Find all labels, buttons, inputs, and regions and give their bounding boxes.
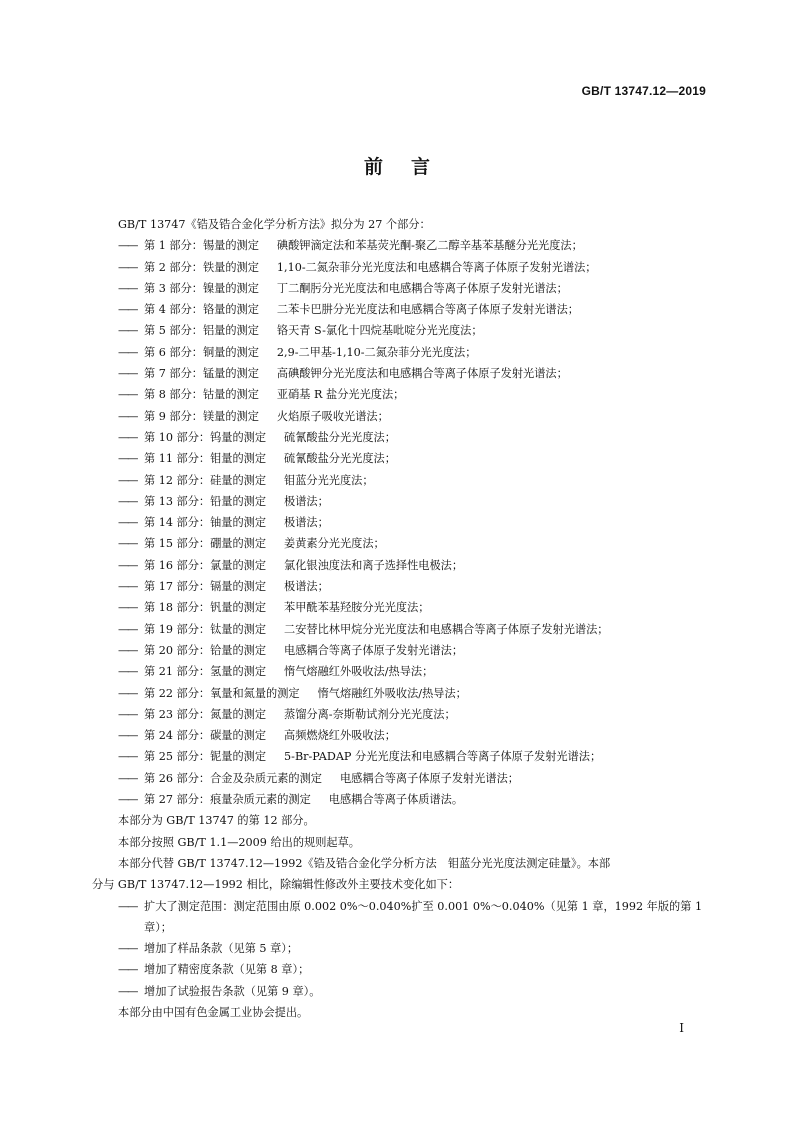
list-dash: ——	[118, 409, 137, 423]
list-dash: ——	[118, 580, 137, 594]
part-method: 电感耦合等离子体质谱法。	[328, 793, 464, 807]
list-dash: ——	[118, 899, 137, 913]
list-dash: ——	[118, 281, 137, 295]
part-title: 第 7 部分：锰量的测定	[144, 367, 259, 381]
part-method: 2,9-二甲基-1,10-二氮杂菲分光光度法；	[276, 345, 477, 359]
part-title: 第 25 部分：铌量的测定	[144, 750, 267, 764]
list-dash: ——	[118, 303, 137, 317]
list-dash: ——	[118, 942, 137, 956]
part-title: 第 18 部分：钒量的测定	[144, 601, 267, 615]
part-method: 二安替比林甲烷分光光度法和电感耦合等离子体原子发射光谱法；	[284, 622, 609, 636]
part-list-item	[118, 597, 712, 618]
part-title: 第 15 部分：硼量的测定	[144, 537, 267, 551]
intro-paragraph: GB/T 13747《锆及锆合金化学分析方法》拟分为 27 个部分：	[118, 218, 431, 231]
part-method: 电感耦合等离子体原子发射光谱法；	[284, 643, 464, 657]
part-method: 蒸馏分离-奈斯勒试剂分光光度法；	[284, 707, 456, 721]
part-of-paragraph: 本部分为 GB/T 13747 的第 12 部分。	[118, 814, 315, 828]
part-title: 第 10 部分：钨量的测定	[144, 430, 267, 444]
part-list-item	[118, 491, 712, 512]
list-dash: ——	[118, 771, 137, 785]
change-list-item	[118, 981, 712, 1002]
part-method: 高频燃烧红外吸收法；	[284, 729, 396, 743]
part-method: 极谱法；	[284, 516, 329, 530]
part-list-item	[118, 789, 712, 810]
part-title: 第 1 部分：锡量的测定	[144, 239, 259, 253]
list-dash: ——	[118, 686, 137, 700]
part-title: 第 16 部分：氯量的测定	[144, 558, 267, 572]
change-text: 增加了样品条款（见第 5 章）；	[144, 942, 299, 956]
drafting-rules-paragraph: 本部分按照 GB/T 1.1—2009 给出的规则起草。	[118, 835, 360, 849]
part-title: 第 13 部分：铅量的测定	[144, 494, 267, 508]
part-list-item	[118, 576, 712, 597]
part-method: 5-Br-PADAP 分光光度法和电感耦合等离子体原子发射光谱法；	[284, 750, 602, 764]
list-dash: ——	[118, 707, 137, 721]
list-dash: ——	[118, 984, 137, 998]
part-title: 第 26 部分：合金及杂质元素的测定	[144, 771, 322, 785]
part-list-item	[118, 448, 712, 469]
part-list-item	[118, 768, 712, 789]
list-dash: ——	[118, 601, 137, 615]
part-method: 1,10-二氮杂菲分光光度法和电感耦合等离子体原子发射光谱法；	[276, 260, 597, 274]
list-dash: ——	[118, 452, 137, 466]
part-method: 碘酸钾滴定法和苯基荧光酮-聚乙二醇辛基苯基醚分光光度法；	[276, 239, 583, 253]
list-dash: ——	[118, 750, 137, 764]
part-title: 第 19 部分：钛量的测定	[144, 622, 267, 636]
replaces-paragraph-line2: 分与 GB/T 13747.12—1992 相比，除编辑性修改外主要技术变化如下：	[92, 878, 460, 892]
page-number: I	[679, 1021, 684, 1035]
list-dash: ——	[118, 430, 137, 444]
proposed-by-paragraph: 本部分由中国有色金属工业协会提出。	[118, 1005, 309, 1019]
part-list-item	[118, 640, 712, 661]
part-list-item	[118, 619, 712, 640]
part-title: 第 12 部分：硅量的测定	[144, 473, 267, 487]
part-title: 第 11 部分：钼量的测定	[144, 452, 267, 466]
list-dash: ——	[118, 643, 137, 657]
part-title: 第 9 部分：镁量的测定	[144, 409, 259, 423]
part-title: 第 27 部分：痕量杂质元素的测定	[144, 793, 311, 807]
list-dash: ——	[118, 729, 137, 743]
change-list-item	[118, 959, 712, 980]
part-title: 第 5 部分：铝量的测定	[144, 324, 259, 338]
change-text: 扩大了测定范围：测定范围由原 0.002 0%～0.040%扩至 0.001 0%～0.040%（见第 1 章，1992 年版的第 1 章）；	[144, 899, 703, 934]
list-dash: ——	[118, 345, 137, 359]
part-title: 第 6 部分：铜量的测定	[144, 345, 259, 359]
part-list-item	[118, 342, 712, 363]
part-method: 丁二酮肟分光光度法和电感耦合等离子体原子发射光谱法；	[276, 281, 568, 295]
part-list-item	[118, 704, 712, 725]
changes-list	[118, 896, 712, 1002]
part-method: 二苯卡巴肼分光光度法和电感耦合等离子体原子发射光谱法；	[276, 303, 579, 317]
part-method: 氯化银浊度法和离子选择性电极法；	[284, 558, 464, 572]
part-title: 第 8 部分：钴量的测定	[144, 388, 259, 402]
part-method: 硫氰酸盐分光光度法；	[284, 452, 396, 466]
list-dash: ——	[118, 516, 137, 530]
list-dash: ——	[118, 324, 137, 338]
part-list-item	[118, 746, 712, 767]
part-method: 惰气熔融红外吸收法/热导法；	[317, 686, 467, 700]
part-method: 极谱法；	[284, 580, 329, 594]
part-title: 第 17 部分：镉量的测定	[144, 580, 267, 594]
part-list-item	[118, 278, 712, 299]
list-dash: ——	[118, 537, 137, 551]
list-dash: ——	[118, 260, 137, 274]
part-list-item	[118, 725, 712, 746]
part-list-item	[118, 683, 712, 704]
part-method: 火焰原子吸收光谱法；	[276, 409, 389, 423]
parts-list	[118, 235, 712, 810]
part-method: 亚硝基 R 盐分光光度法；	[276, 388, 405, 402]
part-list-item	[118, 299, 712, 320]
part-method: 硫氰酸盐分光光度法；	[284, 430, 396, 444]
part-title: 第 22 部分：氧量和氮量的测定	[144, 686, 300, 700]
change-text: 增加了试验报告条款（见第 9 章）。	[144, 984, 321, 998]
part-method: 钼蓝分光光度法；	[284, 473, 374, 487]
part-method: 姜黄素分光光度法；	[284, 537, 385, 551]
standard-code: GB/T 13747.12—2019	[581, 84, 706, 98]
part-title: 第 24 部分：碳量的测定	[144, 729, 267, 743]
part-method: 惰气熔融红外吸收法/热导法；	[284, 665, 434, 679]
list-dash: ——	[118, 665, 137, 679]
part-title: 第 3 部分：镍量的测定	[144, 281, 259, 295]
page-title: 前言	[363, 156, 458, 178]
part-title: 第 21 部分：氢量的测定	[144, 665, 267, 679]
part-list-item	[118, 661, 712, 682]
part-title: 第 14 部分：铀量的测定	[144, 516, 267, 530]
change-text: 增加了精密度条款（见第 8 章）；	[144, 963, 310, 977]
part-list-item	[118, 427, 712, 448]
replaces-paragraph-line1: 本部分代替 GB/T 13747.12—1992《锆及锆合金化学分析方法 钼蓝分光光度法测定硅量》。本部	[118, 856, 611, 870]
list-dash: ——	[118, 793, 137, 807]
part-list-item	[118, 470, 712, 491]
foreword-body	[92, 214, 712, 1023]
part-method: 铬天青 S-氯化十四烷基吡啶分光光度法；	[276, 324, 483, 338]
change-list-item	[118, 896, 712, 939]
change-list-item	[118, 938, 712, 959]
part-method: 极谱法；	[284, 494, 329, 508]
part-list-item	[118, 555, 712, 576]
part-method: 苯甲酰苯基羟胺分光光度法；	[284, 601, 430, 615]
part-list-item	[118, 533, 712, 554]
list-dash: ——	[118, 622, 137, 636]
part-list-item	[118, 235, 712, 256]
part-list-item	[118, 384, 712, 405]
list-dash: ——	[118, 494, 137, 508]
list-dash: ——	[118, 239, 137, 253]
part-list-item	[118, 320, 712, 341]
part-method: 高碘酸钾分光光度法和电感耦合等离子体原子发射光谱法；	[276, 367, 568, 381]
part-list-item	[118, 363, 712, 384]
part-title: 第 20 部分：铪量的测定	[144, 643, 267, 657]
list-dash: ——	[118, 367, 137, 381]
part-method: 电感耦合等离子体原子发射光谱法；	[339, 771, 519, 785]
part-title: 第 2 部分：铁量的测定	[144, 260, 259, 274]
part-title: 第 23 部分：氮量的测定	[144, 707, 267, 721]
part-title: 第 4 部分：铬量的测定	[144, 303, 259, 317]
list-dash: ——	[118, 473, 137, 487]
part-list-item	[118, 512, 712, 533]
part-list-item	[118, 406, 712, 427]
list-dash: ——	[118, 388, 137, 402]
list-dash: ——	[118, 558, 137, 572]
part-list-item	[118, 257, 712, 278]
list-dash: ——	[118, 963, 137, 977]
